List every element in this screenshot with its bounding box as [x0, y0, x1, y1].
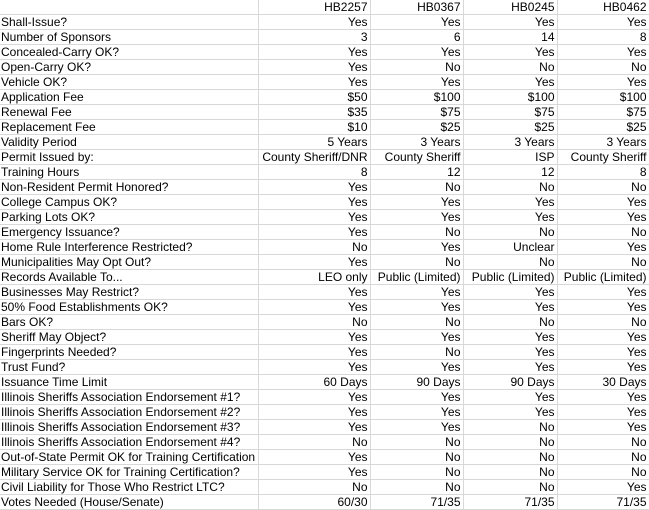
value-cell[interactable]: 71/35 — [557, 495, 649, 510]
value-cell[interactable]: $75 — [463, 105, 557, 120]
value-cell[interactable]: Yes — [557, 480, 649, 495]
value-cell[interactable]: 14 — [463, 30, 557, 45]
value-cell[interactable]: Yes — [258, 75, 370, 90]
value-cell[interactable]: No — [557, 465, 649, 480]
row-label-cell[interactable]: Number of Sponsors — [0, 30, 258, 45]
value-cell[interactable]: Yes — [258, 465, 370, 480]
row-label-cell[interactable]: Non-Resident Permit Honored? — [0, 180, 258, 195]
row-label-cell[interactable]: Illinois Sheriffs Association Endorsement #3? — [0, 420, 258, 435]
table-row — [0, 405, 649, 420]
value-cell[interactable]: Yes — [370, 195, 463, 210]
value-cell[interactable]: Yes — [557, 390, 649, 405]
value-cell[interactable]: $100 — [557, 90, 649, 105]
value-cell[interactable]: No — [557, 450, 649, 465]
value-cell[interactable]: 12 — [463, 165, 557, 180]
value-cell[interactable]: Yes — [370, 285, 463, 300]
row-label-cell[interactable]: Parking Lots OK? — [0, 210, 258, 225]
table-row — [0, 60, 649, 75]
table-row — [0, 30, 649, 45]
value-cell[interactable]: 60 Days — [258, 375, 370, 390]
table-row — [0, 105, 649, 120]
row-label-cell[interactable]: Bars OK? — [0, 315, 258, 330]
value-cell[interactable]: Yes — [557, 420, 649, 435]
value-cell[interactable]: $50 — [258, 90, 370, 105]
value-cell[interactable]: Yes — [463, 75, 557, 90]
value-cell[interactable]: $25 — [463, 120, 557, 135]
row-label-cell[interactable]: Records Available To... — [0, 270, 258, 285]
table-row — [0, 480, 649, 495]
row-label-cell[interactable]: 50% Food Establishments OK? — [0, 300, 258, 315]
value-cell[interactable]: 90 Days — [370, 375, 463, 390]
table-row — [0, 135, 649, 150]
corner-cell[interactable] — [0, 0, 258, 15]
value-cell[interactable]: No — [370, 480, 463, 495]
row-label-cell[interactable]: Illinois Sheriffs Association Endorsement #1? — [0, 390, 258, 405]
value-cell[interactable]: Yes — [557, 300, 649, 315]
value-cell[interactable]: Public (Limited) — [463, 270, 557, 285]
header-row — [0, 0, 649, 15]
value-cell[interactable]: $10 — [258, 120, 370, 135]
table-row — [0, 450, 649, 465]
value-cell[interactable]: 8 — [557, 165, 649, 180]
value-cell[interactable]: Yes — [557, 15, 649, 30]
bill-header-hb0367[interactable]: HB0367 — [370, 0, 463, 15]
table-row — [0, 255, 649, 270]
value-cell[interactable]: $100 — [463, 90, 557, 105]
value-cell[interactable]: Yes — [258, 420, 370, 435]
row-label-cell[interactable]: Military Service OK for Training Certification? — [0, 465, 258, 480]
value-cell[interactable]: Yes — [557, 330, 649, 345]
value-cell[interactable]: 60/30 — [258, 495, 370, 510]
value-cell[interactable]: LEO only — [258, 270, 370, 285]
value-cell[interactable]: 3 — [258, 30, 370, 45]
row-label-cell[interactable]: Municipalities May Opt Out? — [0, 255, 258, 270]
bill-header-hb0462[interactable]: HB0462 — [557, 0, 649, 15]
row-label-cell[interactable]: Votes Needed (House/Senate) — [0, 495, 258, 510]
value-cell[interactable]: Yes — [370, 390, 463, 405]
value-cell[interactable]: Yes — [463, 195, 557, 210]
value-cell[interactable]: 90 Days — [463, 375, 557, 390]
row-label-cell[interactable]: Permit Issued by: — [0, 150, 258, 165]
value-cell[interactable]: Yes — [370, 45, 463, 60]
value-cell[interactable]: Yes — [258, 60, 370, 75]
value-cell[interactable]: Yes — [463, 285, 557, 300]
value-cell[interactable]: $75 — [370, 105, 463, 120]
value-cell[interactable]: Yes — [463, 390, 557, 405]
value-cell[interactable]: Yes — [557, 360, 649, 375]
table-row — [0, 210, 649, 225]
row-label-cell[interactable]: Application Fee — [0, 90, 258, 105]
value-cell[interactable]: Yes — [463, 45, 557, 60]
value-cell[interactable]: No — [463, 420, 557, 435]
value-cell[interactable]: Yes — [258, 45, 370, 60]
value-cell[interactable]: No — [370, 60, 463, 75]
table-row — [0, 345, 649, 360]
table-row — [0, 45, 649, 60]
value-cell[interactable]: 8 — [258, 165, 370, 180]
value-cell[interactable]: No — [557, 225, 649, 240]
value-cell[interactable]: Yes — [258, 360, 370, 375]
value-cell[interactable]: Yes — [258, 345, 370, 360]
value-cell[interactable]: Yes — [258, 285, 370, 300]
row-label-cell[interactable]: Illinois Sheriffs Association Endorsement #4? — [0, 435, 258, 450]
value-cell[interactable]: No — [557, 435, 649, 450]
value-cell[interactable]: Yes — [258, 195, 370, 210]
value-cell[interactable]: No — [258, 315, 370, 330]
value-cell[interactable]: No — [463, 60, 557, 75]
value-cell[interactable]: Yes — [463, 330, 557, 345]
value-cell[interactable]: Yes — [557, 210, 649, 225]
table-row — [0, 240, 649, 255]
value-cell[interactable]: Yes — [463, 300, 557, 315]
value-cell[interactable]: No — [463, 225, 557, 240]
value-cell[interactable]: No — [463, 465, 557, 480]
row-label-cell[interactable]: Issuance Time Limit — [0, 375, 258, 390]
table-row — [0, 285, 649, 300]
value-cell[interactable]: 6 — [370, 30, 463, 45]
value-cell[interactable]: Yes — [258, 255, 370, 270]
value-cell[interactable]: Yes — [258, 210, 370, 225]
table-row — [0, 225, 649, 240]
row-label-cell[interactable]: Open-Carry OK? — [0, 60, 258, 75]
value-cell[interactable]: Yes — [463, 360, 557, 375]
value-cell[interactable]: No — [463, 255, 557, 270]
value-cell[interactable]: No — [370, 435, 463, 450]
value-cell[interactable]: Yes — [258, 180, 370, 195]
bill-header-hb2257[interactable]: HB2257 — [258, 0, 370, 15]
value-cell[interactable]: No — [370, 180, 463, 195]
table-row — [0, 390, 649, 405]
row-label-cell[interactable]: Trust Fund? — [0, 360, 258, 375]
value-cell[interactable]: No — [557, 60, 649, 75]
value-cell[interactable]: $25 — [370, 120, 463, 135]
bill-header-hb0245[interactable]: HB0245 — [463, 0, 557, 15]
table-row — [0, 270, 649, 285]
table-row — [0, 90, 649, 105]
table-row — [0, 120, 649, 135]
value-cell[interactable]: No — [370, 225, 463, 240]
row-label-cell[interactable]: Renewal Fee — [0, 105, 258, 120]
value-cell[interactable]: Yes — [557, 405, 649, 420]
row-label-cell[interactable]: Vehicle OK? — [0, 75, 258, 90]
table-row — [0, 75, 649, 90]
value-cell[interactable]: No — [370, 345, 463, 360]
value-cell[interactable]: County Sheriff — [370, 150, 463, 165]
value-cell[interactable]: No — [557, 180, 649, 195]
value-cell[interactable]: 12 — [370, 165, 463, 180]
row-label-cell[interactable]: Replacement Fee — [0, 120, 258, 135]
value-cell[interactable]: Yes — [557, 285, 649, 300]
value-cell[interactable]: No — [258, 435, 370, 450]
table-row — [0, 375, 649, 390]
value-cell[interactable]: No — [258, 480, 370, 495]
value-cell[interactable]: Yes — [370, 240, 463, 255]
value-cell[interactable]: Yes — [463, 210, 557, 225]
row-label-cell[interactable]: Home Rule Interference Restricted? — [0, 240, 258, 255]
value-cell[interactable]: Yes — [258, 330, 370, 345]
value-cell[interactable]: Yes — [258, 225, 370, 240]
value-cell[interactable]: No — [370, 315, 463, 330]
row-label-cell[interactable]: College Campus OK? — [0, 195, 258, 210]
value-cell[interactable]: No — [258, 240, 370, 255]
value-cell[interactable]: County Sheriff — [557, 150, 649, 165]
value-cell[interactable]: 71/35 — [463, 495, 557, 510]
row-label-cell[interactable]: Illinois Sheriffs Association Endorsement #2? — [0, 405, 258, 420]
row-label-cell[interactable]: Emergency Issuance? — [0, 225, 258, 240]
value-cell[interactable]: 5 Years — [258, 135, 370, 150]
value-cell[interactable]: 3 Years — [557, 135, 649, 150]
row-label-cell[interactable]: Businesses May Restrict? — [0, 285, 258, 300]
table-row — [0, 465, 649, 480]
value-cell[interactable]: No — [463, 435, 557, 450]
value-cell[interactable]: Yes — [258, 300, 370, 315]
row-label-cell[interactable]: Sheriff May Object? — [0, 330, 258, 345]
value-cell[interactable]: 8 — [557, 30, 649, 45]
value-cell[interactable]: $35 — [258, 105, 370, 120]
value-cell[interactable]: No — [370, 465, 463, 480]
value-cell[interactable]: $75 — [557, 105, 649, 120]
value-cell[interactable]: Unclear — [463, 240, 557, 255]
table-row — [0, 420, 649, 435]
value-cell[interactable]: Yes — [557, 345, 649, 360]
value-cell[interactable]: No — [463, 450, 557, 465]
row-label-cell[interactable]: Shall-Issue? — [0, 15, 258, 30]
value-cell[interactable]: Yes — [258, 15, 370, 30]
value-cell[interactable]: Yes — [370, 405, 463, 420]
value-cell[interactable]: 3 Years — [370, 135, 463, 150]
value-cell[interactable]: 30 Days — [557, 375, 649, 390]
value-cell[interactable]: $100 — [370, 90, 463, 105]
value-cell[interactable]: No — [463, 315, 557, 330]
table-row — [0, 195, 649, 210]
value-cell[interactable]: ISP — [463, 150, 557, 165]
value-cell[interactable]: Yes — [370, 75, 463, 90]
value-cell[interactable]: Yes — [463, 345, 557, 360]
table-row — [0, 435, 649, 450]
value-cell[interactable]: No — [370, 450, 463, 465]
value-cell[interactable]: Yes — [463, 15, 557, 30]
value-cell[interactable]: Public (Limited) — [557, 270, 649, 285]
table-row — [0, 165, 649, 180]
value-cell[interactable]: Yes — [258, 390, 370, 405]
value-cell[interactable]: 3 Years — [463, 135, 557, 150]
value-cell[interactable]: County Sheriff/DNR — [258, 150, 370, 165]
table-row — [0, 330, 649, 345]
table-row — [0, 15, 649, 30]
value-cell[interactable]: Yes — [463, 405, 557, 420]
value-cell[interactable]: No — [557, 255, 649, 270]
value-cell[interactable]: Yes — [557, 75, 649, 90]
value-cell[interactable]: Public (Limited) — [370, 270, 463, 285]
value-cell[interactable]: Yes — [370, 420, 463, 435]
value-cell[interactable]: 71/35 — [370, 495, 463, 510]
row-label-cell[interactable]: Training Hours — [0, 165, 258, 180]
table-row — [0, 495, 649, 510]
table-row — [0, 360, 649, 375]
row-label-cell[interactable]: Validity Period — [0, 135, 258, 150]
value-cell[interactable]: Yes — [370, 210, 463, 225]
value-cell[interactable]: $25 — [557, 120, 649, 135]
value-cell[interactable]: Yes — [557, 195, 649, 210]
value-cell[interactable]: Yes — [258, 450, 370, 465]
value-cell[interactable]: No — [370, 255, 463, 270]
value-cell[interactable]: No — [463, 480, 557, 495]
value-cell[interactable]: Yes — [370, 300, 463, 315]
value-cell[interactable]: No — [557, 315, 649, 330]
value-cell[interactable]: Yes — [258, 405, 370, 420]
table-row — [0, 315, 649, 330]
value-cell[interactable]: Yes — [370, 15, 463, 30]
value-cell[interactable]: Yes — [370, 330, 463, 345]
value-cell[interactable]: No — [463, 180, 557, 195]
value-cell[interactable]: Yes — [557, 45, 649, 60]
table-row — [0, 150, 649, 165]
row-label-cell[interactable]: Fingerprints Needed? — [0, 345, 258, 360]
row-label-cell[interactable]: Concealed-Carry OK? — [0, 45, 258, 60]
value-cell[interactable]: Yes — [557, 240, 649, 255]
table-row — [0, 300, 649, 315]
row-label-cell[interactable]: Civil Liability for Those Who Restrict LTC? — [0, 480, 258, 495]
value-cell[interactable]: Yes — [370, 360, 463, 375]
table-row — [0, 180, 649, 195]
row-label-cell[interactable]: Out-of-State Permit OK for Training Certification — [0, 450, 258, 465]
